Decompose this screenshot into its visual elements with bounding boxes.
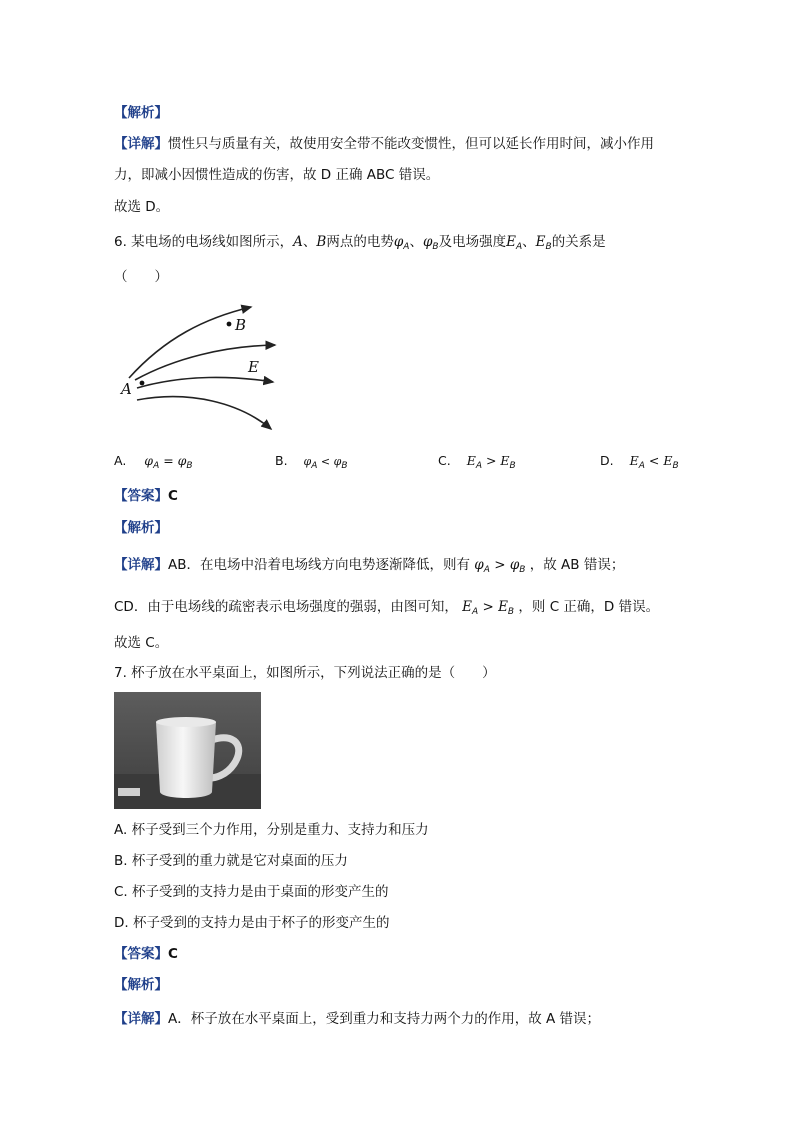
question-6-stem	[114, 233, 606, 256]
detail-paragraph	[114, 135, 654, 153]
detail-text: CD．由于电场线的疏密表示电场强度的强弱，由图可知，	[114, 599, 458, 615]
separator: 、	[302, 234, 317, 250]
point-b-label: B	[316, 234, 327, 250]
detail-text: ，则 C 正确，D 错误。	[518, 599, 660, 615]
separator: 、	[522, 234, 536, 250]
analysis-heading: 【解析】	[114, 977, 168, 993]
phi-symbol: φ	[393, 234, 404, 250]
detail-paragraph: CD．由于电场线的疏密表示电场强度的强弱，由图可知， $E_A > E_B$ ，则 C 正确，D 错误。	[114, 599, 660, 617]
option-a: A. $\varphi_A = \varphi_B$	[114, 453, 193, 471]
point-a-label: A	[293, 234, 303, 250]
answer-value: C	[168, 488, 178, 504]
answer-paren: （ ）	[114, 269, 168, 285]
option-a: A. 杯子受到三个力作用，分别是重力、支持力和压力	[114, 822, 429, 838]
e-symbol: E	[506, 234, 516, 250]
option-b: B. $\varphi_A < \varphi_B$	[275, 453, 348, 471]
detail-tag: 【详解】	[114, 557, 168, 573]
detail-text: A．杯子放在水平桌面上，受到重力和支持力两个力的作用，故 A 错误；	[168, 1011, 601, 1027]
detail-continuation: 力，即减小因惯性造成的伤害，故 D 正确 ABC 错误。	[114, 167, 440, 183]
figure-label-a: A	[121, 380, 132, 398]
answer-line	[114, 945, 178, 963]
detail-text: 惯性只与质量有关，故使用安全带不能改变惯性，但可以延长作用时间，减小作用	[168, 136, 654, 152]
cup-rim	[156, 717, 216, 727]
figure-label-b: B	[235, 316, 247, 334]
question-7-stem: 7. 杯子放在水平桌面上，如图所示，下列说法正确的是（ ）	[114, 665, 496, 681]
detail-text: AB．在电场中沿着电场线方向电势逐渐降低，则有	[168, 557, 470, 573]
option-c: C. 杯子受到的支持力是由于桌面的形变产生的	[114, 884, 389, 900]
subscript: B	[432, 242, 439, 252]
field-line	[129, 307, 251, 378]
detail-text: ，故 AB 错误；	[529, 557, 625, 573]
coaster	[118, 788, 140, 796]
option-letter: A.	[114, 453, 127, 468]
separator: 、	[409, 234, 423, 250]
option-letter: B.	[275, 453, 288, 468]
analysis-heading: 【解析】	[114, 105, 168, 121]
answer-line	[114, 487, 178, 505]
stem-text: 及电场强度	[438, 234, 507, 250]
choose-line: 故选 D。	[114, 199, 170, 215]
cup-photo	[114, 692, 261, 809]
detail-tag: 【详解】	[114, 136, 168, 152]
option-d: D. $E_A < E_B$	[600, 453, 679, 471]
answer-tag: 【答案】	[114, 488, 168, 504]
answer-tag: 【答案】	[114, 946, 168, 962]
figure-label-e: E	[248, 358, 259, 376]
subscript: A	[403, 242, 410, 252]
field-line	[137, 377, 273, 388]
subscript: A	[515, 242, 523, 252]
subscript: B	[545, 242, 552, 252]
detail-paragraph: 【详解】AB．在电场中沿着电场线方向电势逐渐降低，则有 $\varphi_A > \varphi_B$ ，故 AB 错误；	[114, 557, 625, 575]
choose-line: 故选 C。	[114, 635, 169, 651]
option-letter: D.	[600, 453, 614, 468]
analysis-heading: 【解析】	[114, 520, 168, 536]
electric-field-diagram	[115, 298, 285, 438]
point-a-dot	[140, 381, 145, 386]
detail-paragraph	[114, 1010, 600, 1028]
option-letter: C.	[438, 453, 451, 468]
answer-value: C	[168, 946, 178, 962]
e-symbol: E	[535, 234, 546, 250]
phi-symbol: φ	[422, 234, 433, 250]
detail-tag: 【详解】	[114, 1011, 168, 1027]
option-c: C. $E_A > E_B$	[438, 453, 516, 471]
stem-text: 的关系是	[551, 234, 606, 250]
option-d: D. 杯子受到的支持力是由于杯子的形变产生的	[114, 915, 390, 931]
stem-text: 两点的电势	[326, 234, 394, 250]
option-b: B. 杯子受到的重力就是它对桌面的压力	[114, 853, 348, 869]
stem-text: 6. 某电场的电场线如图所示，	[114, 234, 294, 250]
cup-illustration	[114, 692, 261, 809]
field-line	[137, 397, 271, 429]
cup-body	[156, 722, 216, 798]
point-b-dot	[227, 322, 232, 327]
